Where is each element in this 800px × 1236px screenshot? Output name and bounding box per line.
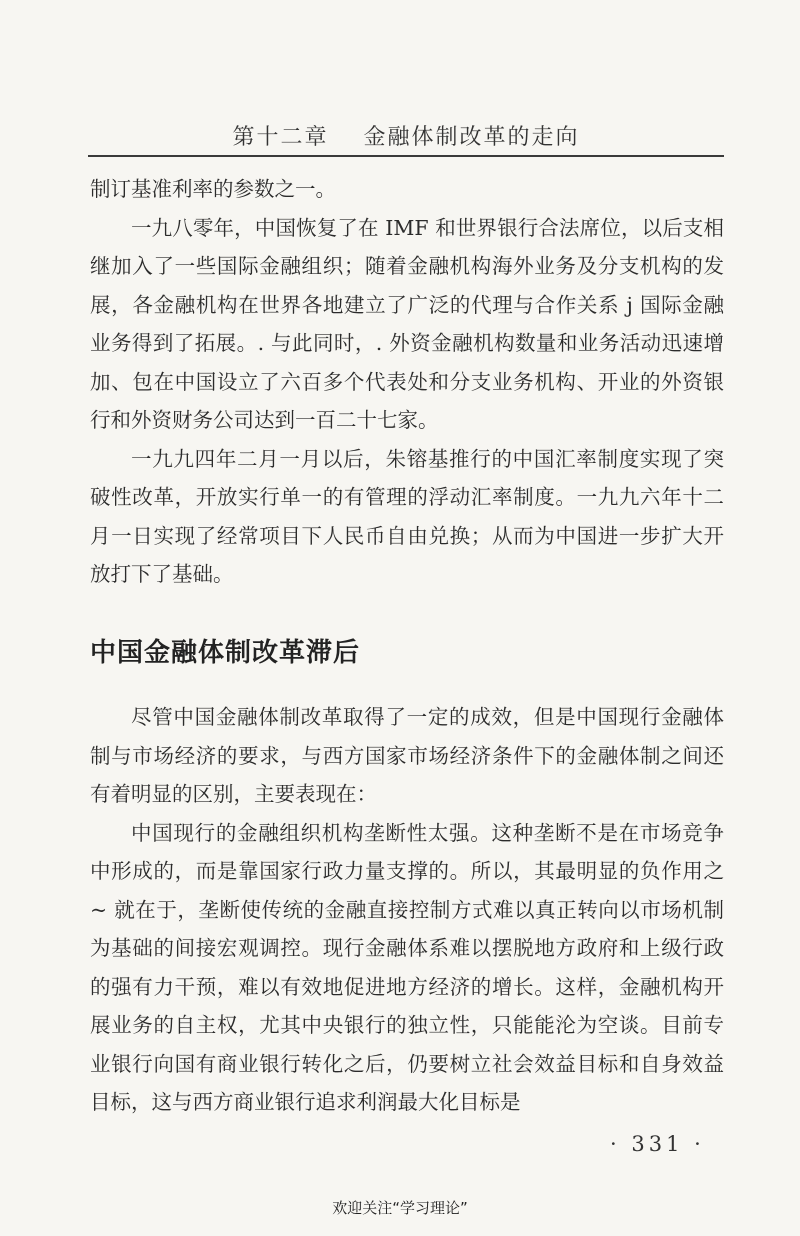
paragraph: 一九八零年，中国恢复了在 IMF 和世界银行合法席位，以后支相继加入了一些国际金融组织；随着金融机构海外业务及分支机构的发展，各金融机构在世界各地建立了广泛的代理与合作关系 j 国际金融业务得到了拓展。. 与此同时，. 外资金融机构数量和业务活动迅速增加、包在中国设立了六百多个代表处和分支业务机构、开业的外资银行和外资财务公司达到一百二十七家。 — [90, 215, 724, 432]
paragraph: 中国现行的金融组织机构垄断性太强。这种垄断不是在市场竞争中形成的，而是靠国家行政力量支撑的。所以，其最明显的负作用之 ~ 就在于，垄断使传统的金融直接控制方式难以真正转向以市场机制为基础的间接宏观调控。现行金融体系难以摆脱地方政府和上级行政的强有力干预，难以有效地促进地方经济的增长。这样，金融机构开展业务的自主权，尤其中央银行的独立性，只能能沦为空谈。目前专业银行向国有商业银行转化之后，仍要树立社会效益目标和自身效益目标，这与西方商业银行追求利润最大化目标是 — [90, 820, 724, 1114]
text-block-bottom — [90, 698, 724, 1122]
chapter-title: 金融体制改革的走向 — [363, 125, 580, 150]
paragraph: 尽管中国金融体制改革取得了一定的成效，但是中国现行金融体制与市场经济的要求，与西方国家市场经济条件下的金融体制之间还有着明显的区别，主要表现在： — [90, 705, 724, 806]
running-head — [88, 120, 724, 151]
text-block-top — [90, 170, 724, 594]
paragraph-continued: 制订基准利率的参数之一。 — [90, 177, 336, 201]
paragraph: 一九九四年二月一月以后，朱镕基推行的中国汇率制度实现了突破性改革，开放实行单一的有管理的浮动汇率制度。一九九六年十二月一日实现了经常项目下人民币自由兑换；从而为中国进一步扩大开放打下了基础。 — [90, 446, 724, 586]
footer-caption: 欢迎关注“学习理论” — [332, 1199, 468, 1217]
chapter-number: 第十二章 — [232, 125, 329, 150]
header-rule — [88, 155, 724, 157]
section-heading: 中国金融体制改革滞后 — [90, 638, 361, 668]
page-number: · 331 · — [610, 1132, 705, 1156]
